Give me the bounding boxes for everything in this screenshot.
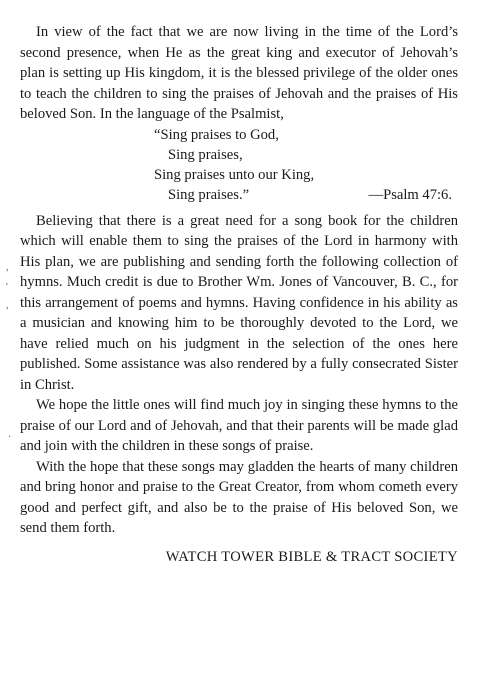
intro-paragraph: In view of the fact that we are now living in the time of the Lord’s second presence, when He as the great king and executor of Jehovah’s plan is setting up His kingdom, it is the blessed privilege of the older ones to teach the children to sing the praises of Jehovah and the praises of His beloved Son. In the language of the Psalmist, [20,24,458,122]
margin-speck: ' [6,282,8,293]
verse-line-4: Sing praises.” [168,186,250,203]
verse-reference: —Psalm 47:6. [368,186,452,203]
believing-paragraph: Believing that there is a great need for a song book for the children which will enable them to sing the praises of the Lord in harmony with His plan, we are publishing and sending forth the following collection of hymns. Much credit is due to Brother Wm. Jones of Vancouver, B. C., for this arrangement of poems and hymns. Having confidence in his ability as a musician and knowing him to be thoroughly devoted to the Lord, we have relied much on his judgment in the selection of the ones here published. Some assistance was also rendered by a fully consecrated Sister in Christ. [20,212,458,393]
preface-page [20,22,458,567]
closing-paragraph: With the hope that these songs may gladden the hearts of many children and bring honor and praise to the Great Creator, from whom cometh every good and perfect gift, and also be to the praise of His beloved Son, we send them forth. [20,458,458,536]
margin-speck: · [8,432,12,443]
society-signature: WATCH TOWER BIBLE & TRACT SOCIETY [165,548,458,565]
verse-line-1: “Sing praises to God, [154,126,279,143]
margin-speck: , [6,300,9,311]
verse-line-3: Sing praises unto our King, [154,166,315,183]
psalm-quotation [154,125,458,207]
margin-speck: , [6,262,9,273]
hope-paragraph: We hope the little ones will find much joy in singing these hymns to the praise of our Lord and of Jehovah, and that their parents will be made glad and join with the children in these songs of praise. [20,397,458,454]
verse-line-2: Sing praises, [168,146,243,163]
